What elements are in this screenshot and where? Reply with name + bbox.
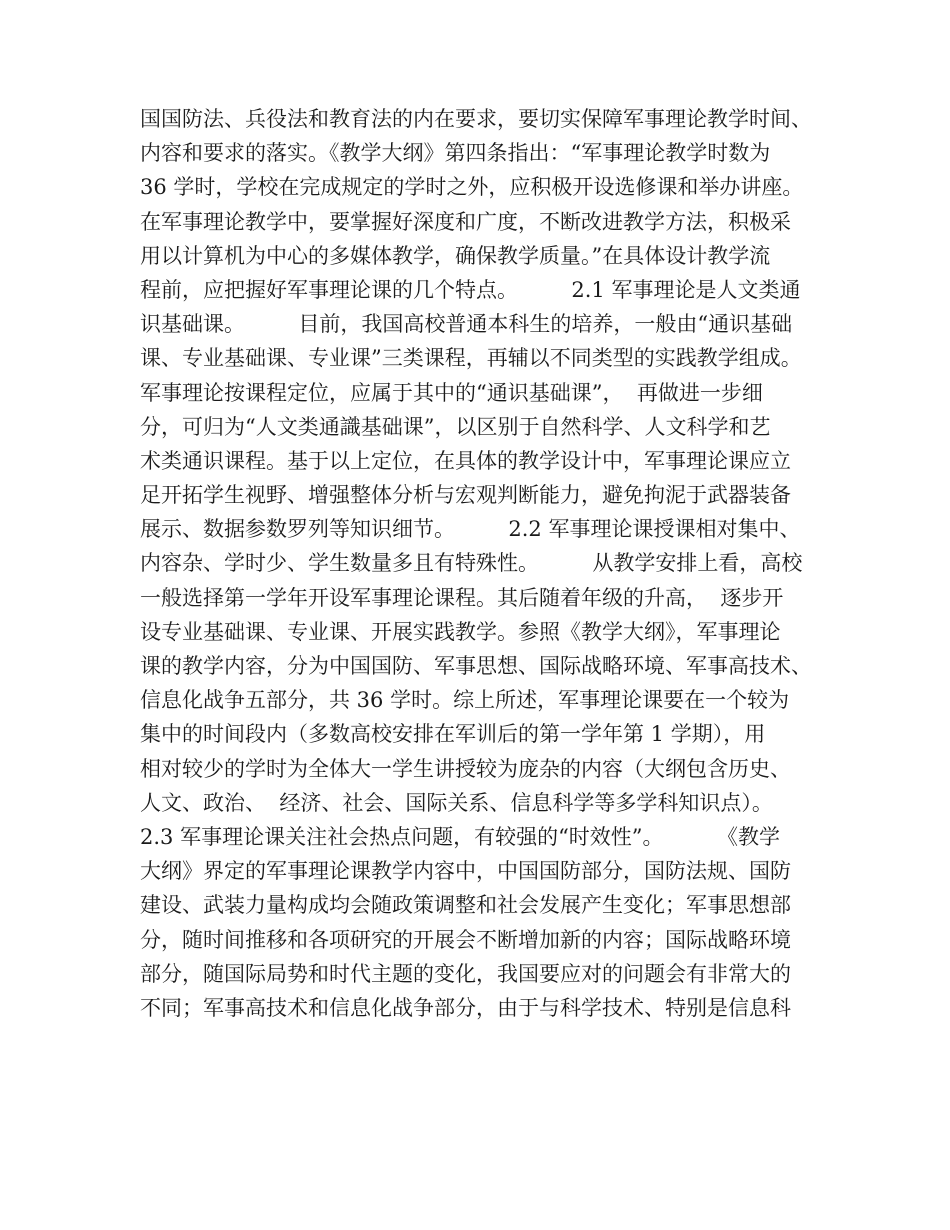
text-line: 相对较少的学时为全体大一学生讲授较为庞杂的内容（大纲包含历史、: [140, 756, 791, 781]
text-line: 国国防法、兵役法和教育法的内在要求，要切实保障军事理论教学时间、: [140, 107, 812, 131]
text-line: 用以计算机为中心的多媒体教学，确保教学质量。”在具体设计教学流: [140, 243, 771, 268]
text-line: 大纲》界定的军事理论课教学内容中，中国国防部分，国防法规、国防: [140, 859, 791, 884]
text-line: 术类通识课程。基于以上定位，在具体的教学设计中，军事理论课应立: [140, 448, 791, 473]
text-line: 分，可归为“人文类通識基础课”，以区别于自然科学、人文科学和艺: [140, 414, 771, 439]
text-line: 一般选择第一学年开设军事理论课程。其后随着年级的升高， 逐步开: [140, 585, 784, 610]
text-line: 识基础课。 目前，我国高校普通本科生的培养，一般由“通识基础: [140, 312, 793, 337]
text-line: 信息化战争五部分，共 36 学时。综上所述，军事理论课要在一个较为: [140, 688, 790, 713]
text-line: 展示、数据参数罗列等知识细节。 2.2 军事理论课授课相对集中、: [140, 517, 801, 542]
text-line: 军事理论按课程定位，应属于其中的“通识基础课”， 再做进一步细: [140, 380, 763, 405]
text-line: 2.3 军事理论课关注社会热点问题，有较强的“时效性”。 《教学: [140, 824, 780, 849]
text-line: 内容和要求的落实。《教学大纲》第四条指出：“军事理论教学时数为: [140, 141, 771, 166]
text-line: 部分，随国际局势和时代主题的变化，我国要应对的问题会有非常大的: [140, 961, 791, 986]
text-line: 36 学时，学校在完成规定的学时之外，应积极开设选修课和举办讲座。: [140, 175, 804, 200]
text-line: 设专业基础课、专业课、开展实践教学。参照《教学大纲》，军事理论: [140, 619, 781, 644]
text-line: 在军事理论教学中，要掌握好深度和广度，不断改进教学方法，积极采: [140, 209, 791, 234]
text-line: 分，随时间推移和各项研究的开展会不断增加新的内容；国际战略环境: [140, 927, 791, 952]
text-line: 建设、武装力量构成均会随政策调整和社会发展产生变化；军事思想部: [140, 893, 791, 918]
text-line: 足开拓学生视野、增强整体分析与宏观判断能力，避免拘泥于武器装备: [140, 483, 791, 508]
text-line: 不同；军事高技术和信息化战争部分，由于与科学技术、特别是信息科: [140, 995, 791, 1020]
text-line: 课、专业基础课、专业课”三类课程，再辅以不同类型的实践教学组成。: [140, 346, 802, 371]
body-text: [140, 102, 830, 1025]
text-line: 人文、政治、 经济、社会、国际关系、信息科学等多学科知识点）。: [140, 790, 773, 815]
text-line: 课的教学内容，分为中国国防、军事思想、国际战略环境、军事高技术、: [140, 654, 812, 678]
text-line: 内容杂、学时少、学生数量多且有特殊性。 从教学安排上看，高校: [140, 551, 803, 576]
text-line: 程前，应把握好军事理论课的几个特点。 2.1 军事理论是人文类通: [140, 277, 801, 302]
text-line: 集中的时间段内（多数高校安排在军训后的第一学年第 1 学期），用: [140, 722, 766, 747]
